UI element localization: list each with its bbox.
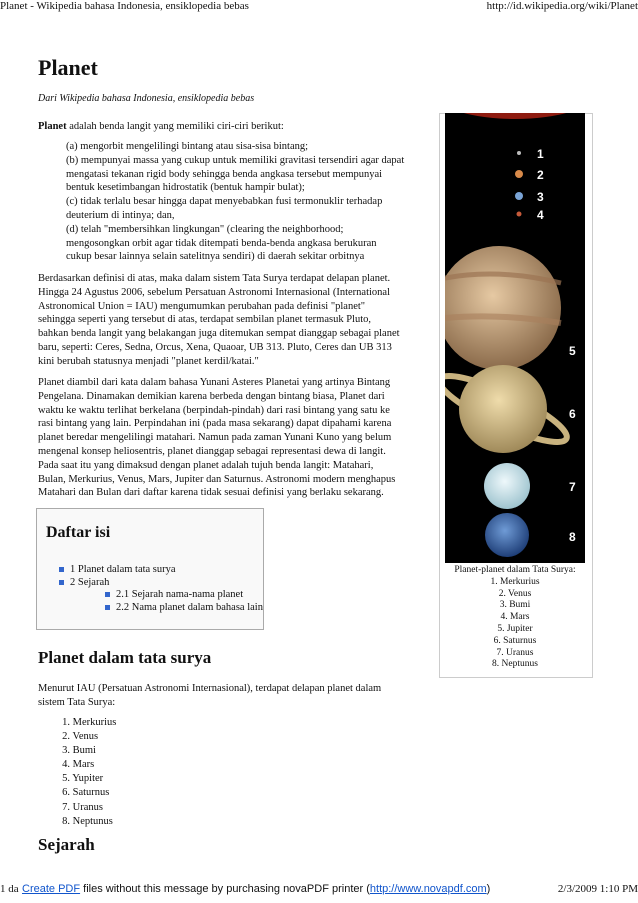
paragraph-line: planet beredar mengelilingi matahari. Namun pada zaman Yunani Kuno yang belum [38, 432, 392, 444]
caption-item: 4. Mars [500, 612, 530, 623]
neptune-shape [485, 513, 529, 557]
list-item-link[interactable]: Neptunus [72, 815, 113, 827]
bullet-icon [59, 580, 64, 585]
criteria-list [66, 140, 436, 264]
bullet-icon [59, 567, 64, 572]
toc-item-2-2[interactable] [105, 602, 263, 613]
paragraph-line: baru, seperti: Ceres, Sedna, Orcus, Xena, Quaoar, UB 313. Pluto, Ceres dan UB 313 [38, 341, 392, 353]
paragraph-line: Matahari dan Bulan dari daftar karena tidak sesuai definisi yang berlaku sekarang. [38, 487, 384, 499]
paragraph-definition [38, 272, 434, 369]
jupiter-shape [445, 246, 561, 370]
list-item: 3. Bumi [62, 745, 96, 757]
caption-item: 8. Neptunus [492, 659, 538, 670]
paragraph-line: rasi bintang yang lain. Perpindahan ini (pada masa sekarang) dapat dipahami karena [38, 418, 392, 430]
intro-text: adalah benda langit yang memiliki ciri-ciri berikut: [66, 121, 284, 132]
criteria-line: mengosongkan orbit agar tidak ditempati benda-benda angkasa berukuran [66, 237, 377, 249]
page-number: 1 da [0, 883, 19, 895]
section-title-tata-surya: Planet dalam tata surya [38, 648, 212, 667]
mercury-shape [517, 151, 521, 155]
page-title: Planet [38, 55, 98, 80]
browser-title: Planet - Wikipedia bahasa Indonesia, ensiklopedia bebas [0, 0, 249, 12]
caption-item: 1. Merkurius [490, 576, 540, 587]
create-pdf-link[interactable]: Create PDF [22, 883, 81, 895]
paragraph-line: Planet diambil dari kata dalam bahasa Yunani Asteres Planetai yang artinya Bintang [38, 377, 391, 388]
uranus-shape [484, 463, 530, 509]
toc-item-label: 2 Sejarah [70, 577, 110, 588]
criteria-line: (d) telah "membersihkan lingkungan" (clearing the neighborhood; [66, 223, 344, 235]
figure-label: 7 [569, 480, 576, 494]
caption-item: 7. Uranus [496, 647, 534, 658]
paragraph-line: Berdasarkan definisi di atas, maka dalam sistem Tata Surya terdapat delapan planet. [38, 273, 391, 284]
intro-bold: Planet [38, 121, 67, 132]
paragraph-etymology [38, 376, 434, 500]
list-item: 2. Venus [62, 731, 99, 743]
pdf-footer-message [22, 883, 490, 895]
paragraph-line: waktu ke waktu terlihat berkelana (berpindah-pindah) dari rasi bintang yang satu ke [38, 404, 390, 416]
section-title-sejarah: Sejarah [38, 835, 95, 854]
saturn-shape [459, 365, 547, 453]
list-item: 8. Neptunus [62, 815, 113, 827]
list-item-link[interactable]: Bumi [72, 745, 96, 757]
paragraph-line: kini berubah statusnya menjadi "planet kerdil/katai." [38, 355, 259, 367]
criteria-line: (c) tidak terlalu besar hingga dapat menyebabkan fusi termonuklir terhadap [66, 196, 383, 208]
toc-item-label: 2.2 Nama planet dalam bahasa lain [116, 602, 263, 613]
caption-item: 3. Bumi [499, 600, 531, 611]
figure-caption [445, 565, 585, 671]
paragraph-line: Pengelana. Dinamakan demikian karena berbeda dengan bintang biasa, Planet dari [38, 390, 385, 402]
novapdf-link[interactable]: http://www.novapdf.com [369, 883, 487, 895]
footer-text-end: ) [486, 883, 491, 895]
list-item-link[interactable]: Yupiter [72, 773, 104, 785]
toc-title: Daftar isi [46, 524, 111, 541]
figure-label: 5 [569, 344, 576, 358]
toc-item-2[interactable] [59, 577, 109, 588]
bullet-icon [105, 605, 110, 610]
paragraph-line: Pada saat itu yang dimaksud dengan planet adalah tujuh benda langit: Matahari, [38, 459, 374, 471]
paragraph-line: Bulan, Merkurius, Venus, Mars, Jupiter dan Saturnus. Astronomi modern menghapus [38, 473, 396, 485]
paragraph-line: Astronomical Union = IAU) mengumumkan perubahan pada definisi "planet" [38, 300, 366, 312]
print-datetime: 2/3/2009 1:10 PM [557, 883, 638, 895]
page-subtitle: Dari Wikipedia bahasa Indonesia, ensiklopedia bebas [38, 93, 255, 104]
figure-label: 3 [537, 190, 544, 204]
figure-label: 4 [537, 208, 544, 222]
bullet-icon [105, 592, 110, 597]
paragraph-line: Hingga 24 Agustus 2006, sebelum Persatuan Astronomi Internasional (International [38, 286, 390, 298]
paragraph-line: sehingga seperti yang tersebut di atas, terdapat sembilan planet termasuk Pluto, [38, 314, 371, 326]
list-item-link[interactable]: Venus [72, 731, 99, 743]
intro-paragraph [38, 120, 434, 134]
paragraph-iau [38, 682, 434, 710]
list-item-link[interactable]: Mars [72, 759, 95, 771]
list-item-link[interactable]: Saturnus [72, 787, 110, 799]
table-of-contents [36, 508, 264, 630]
list-item: 6. Saturnus [62, 787, 110, 799]
figure-label: 8 [569, 530, 576, 544]
venus-shape [515, 170, 523, 178]
earth-shape [515, 192, 523, 200]
criteria-line: (b) mempunyai massa yang cukup untuk memiliki gravitasi tersendiri agar dapat [66, 154, 405, 166]
caption-title: Planet-planet dalam Tata Surya: [454, 565, 576, 575]
figure-label: 1 [537, 147, 544, 161]
list-item-link[interactable]: Uranus [72, 801, 103, 813]
criteria-line: mengatasi tekanan rigid body sehingga benda angkasa tersebut mempunyai [66, 168, 383, 180]
figure-label: 6 [569, 407, 576, 421]
paragraph-line: sistem Tata Surya: [38, 696, 116, 708]
criteria-line: bentuk kesetimbangan hidrostatik (bentuk hampir bulat); [66, 182, 305, 194]
mars-shape [517, 212, 522, 217]
list-item: 7. Uranus [62, 801, 103, 813]
toc-item-label: 2.1 Sejarah nama-nama planet [116, 589, 244, 600]
list-item: 5. Yupiter [62, 773, 104, 785]
toc-item-1[interactable] [59, 564, 176, 575]
page-url[interactable]: http://id.wikipedia.org/wiki/Planet [486, 0, 638, 12]
list-item: 4. Mars [62, 759, 95, 771]
list-item-link[interactable]: Merkurius [72, 717, 117, 728]
paragraph-line: Menurut IAU (Persatuan Astronomi Internasional), terdapat delapan planet dalam [38, 683, 382, 694]
solar-system-illustration [445, 113, 585, 563]
list-item: 1. Merkurius [62, 717, 117, 728]
caption-item: 6. Saturnus [493, 635, 537, 646]
toc-item-label: 1 Planet dalam tata surya [70, 564, 176, 575]
caption-item: 2. Venus [498, 588, 532, 599]
figure-label: 2 [537, 168, 544, 182]
paragraph-line: mengenal konsep heliosentris, planet dianggap sebagai representasi dewa di langit. [38, 445, 386, 457]
criteria-line: (a) mengorbit mengelilingi bintang atau sisa-sisa bintang; [66, 141, 309, 152]
criteria-line: cukup besar lainnya selain satelitnya sendiri) di daerah sekitar orbitnya [66, 251, 365, 263]
criteria-line: deuterium di intinya; dan, [66, 209, 175, 221]
sun-shape [445, 113, 585, 119]
caption-item: 5. Jupiter [497, 623, 533, 634]
paragraph-line: bahkan benda langit yang belakangan juga ditemukan sempat dianggap sebagai planet [38, 328, 400, 340]
planets-image[interactable] [445, 113, 585, 563]
planet-list [52, 716, 116, 829]
toc-item-2-1[interactable] [105, 589, 243, 600]
footer-text: files without this message by purchasing novaPDF printer ( [80, 883, 370, 895]
